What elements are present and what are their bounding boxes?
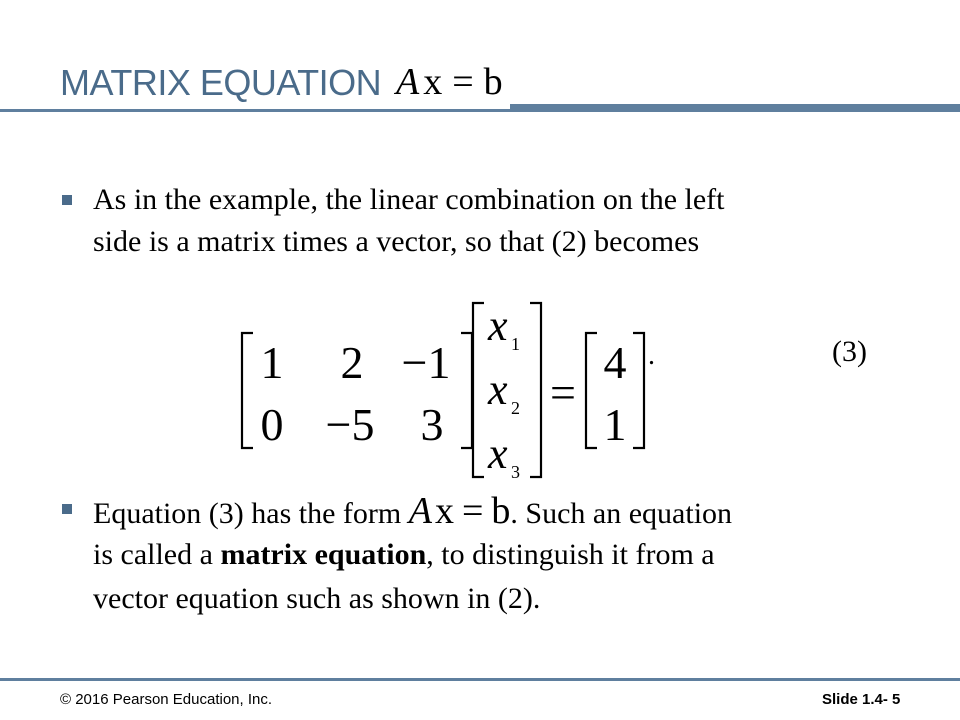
inline-math-b: b xyxy=(491,490,511,532)
matrix-A-cell: 0 xyxy=(260,399,284,450)
matrix-A-cell: −1 xyxy=(401,337,451,388)
footer-copyright: © 2016 Pearson Education, Inc. xyxy=(60,691,273,708)
vector-x-cell: x xyxy=(488,429,508,478)
matrix-A-right-bracket xyxy=(461,333,472,448)
bullet-marker-2 xyxy=(62,504,72,514)
matrix-A-cell: 2 xyxy=(340,337,364,388)
bullet-2-text: . Such an equation xyxy=(510,497,733,530)
term-matrix-equation: matrix equation xyxy=(220,538,427,571)
title-math-A: A xyxy=(396,61,420,103)
bullet-2-line-3: vector equation such as shown in (2). xyxy=(93,582,541,615)
vector-x-subscript: 1 xyxy=(511,334,520,354)
vector-x-right-bracket xyxy=(530,303,541,477)
matrix-A-cell: 1 xyxy=(260,337,284,388)
bullet-1-line-1: As in the example, the linear combination on the left xyxy=(93,183,725,216)
inline-math-A: A xyxy=(408,490,432,532)
bullet-2-text: Equation (3) has the form xyxy=(93,497,402,530)
matrix-A-left-bracket xyxy=(242,333,253,448)
inline-math xyxy=(409,490,511,532)
equation-period: . xyxy=(648,340,655,371)
vector-b-cell: 1 xyxy=(603,399,627,450)
title-math-x: x xyxy=(423,61,443,103)
equals-sign: = xyxy=(550,367,576,418)
equation-label: (3) xyxy=(832,335,867,368)
slide-title: MATRIX EQUATION xyxy=(60,62,382,103)
vector-x-left-bracket xyxy=(473,303,484,477)
vector-b-left-bracket xyxy=(586,333,597,448)
vector-b-cell: 4 xyxy=(603,337,627,388)
title-math-b: b xyxy=(483,61,503,103)
bullet-2-text: is called a xyxy=(93,538,221,571)
bullet-2-text: , to distinguish it from a xyxy=(426,538,715,571)
matrix-A-cell: −5 xyxy=(325,399,375,450)
vector-x-cell: x xyxy=(488,365,508,414)
matrix-A-cell: 3 xyxy=(420,399,444,450)
vector-x-subscript: 3 xyxy=(511,462,520,482)
bullet-2-line-2 xyxy=(93,534,893,576)
vector-x-cell: x xyxy=(488,301,508,350)
bullet-1-line-2: side is a matrix times a vector, so that (2) becomes xyxy=(93,225,700,258)
vector-b-right-bracket xyxy=(633,333,644,448)
bullet-2-line-1 xyxy=(93,490,893,535)
footer-rule xyxy=(0,678,960,681)
vector-x-subscript: 2 xyxy=(511,398,520,418)
inline-math-eq: = xyxy=(461,490,484,532)
footer-slide-number: Slide 1.4- 5 xyxy=(822,691,901,708)
inline-math-x: x xyxy=(434,490,454,532)
title-math-eq: = xyxy=(452,61,474,103)
